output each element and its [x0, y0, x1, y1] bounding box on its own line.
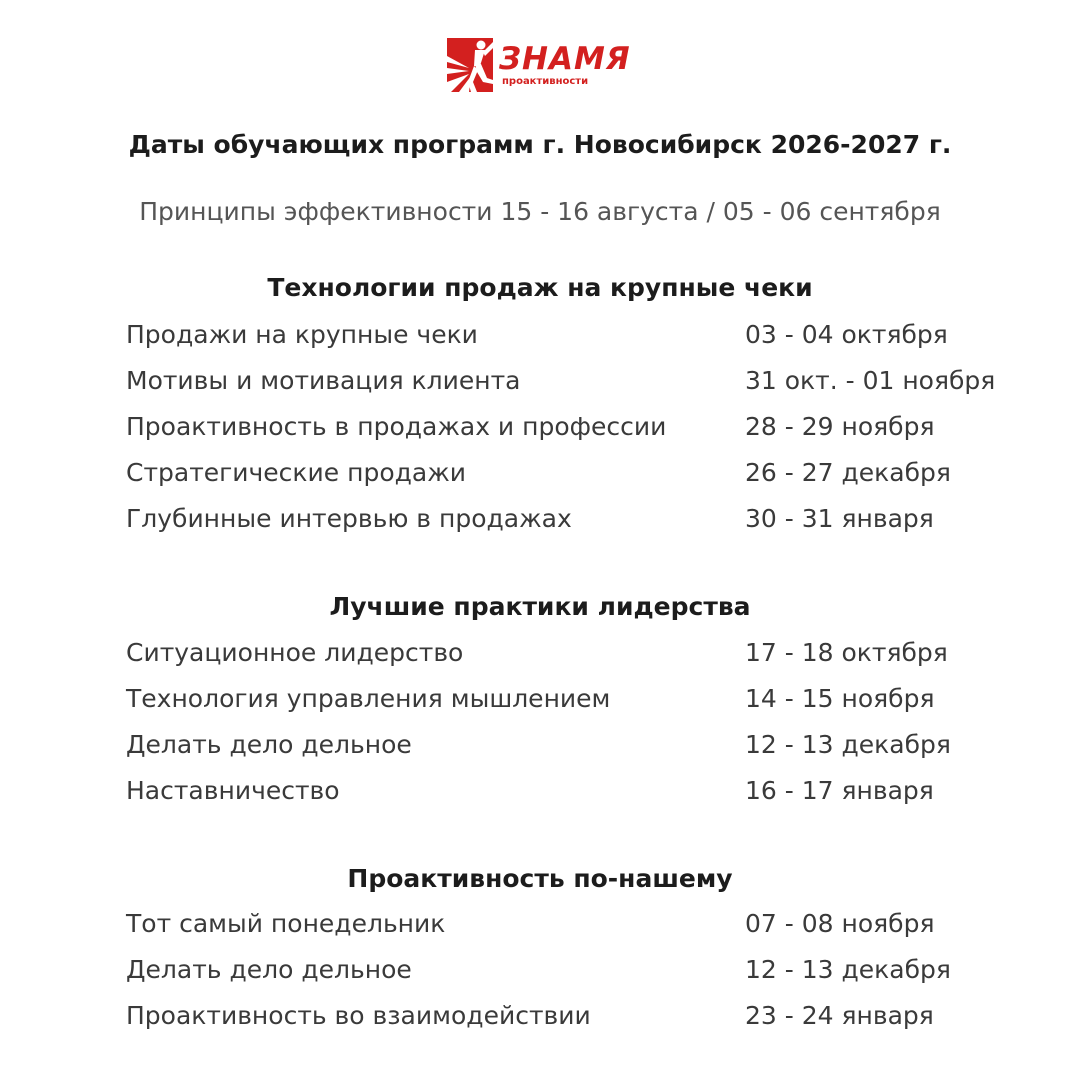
list-item: [0, 410, 1080, 456]
section-title-leadership: Лучшие практики лидерства: [329, 592, 751, 621]
program-name: Наставничество: [126, 776, 340, 805]
program-date: 12 - 13 декабря: [745, 955, 951, 984]
list-item: [0, 953, 1080, 999]
program-name: Делать дело дельное: [126, 730, 412, 759]
page-subtitle: Принципы эффективности 15 - 16 августа / 05 - 06 сентября: [139, 197, 941, 226]
list-item: [0, 682, 1080, 728]
program-date: 14 - 15 ноября: [745, 684, 935, 713]
program-date: 31 окт. - 01 ноября: [745, 366, 996, 395]
list-item: [0, 728, 1080, 774]
runner-flag-icon: [447, 38, 493, 92]
page-title: Даты обучающих программ г. Новосибирск 2026-2027 г.: [128, 130, 952, 159]
logo-tagline: проактивности: [502, 76, 589, 87]
list-item: [0, 907, 1080, 953]
section-list-sales: [0, 318, 1080, 548]
section-title-proactivity: Проактивность по-нашему: [347, 864, 733, 893]
program-name: Стратегические продажи: [126, 458, 466, 487]
section-list-leadership: [0, 636, 1080, 820]
list-item: [0, 318, 1080, 364]
list-item: [0, 456, 1080, 502]
program-date: 03 - 04 октября: [745, 320, 948, 349]
program-date: 16 - 17 января: [745, 776, 934, 805]
list-item: [0, 636, 1080, 682]
program-name: Проактивность в продажах и профессии: [126, 412, 667, 441]
program-date: 07 - 08 ноября: [745, 909, 935, 938]
brand-logo: [447, 38, 637, 94]
program-date: 26 - 27 декабря: [745, 458, 951, 487]
list-item: [0, 364, 1080, 410]
program-name: Делать дело дельное: [126, 955, 412, 984]
section-list-proactivity: [0, 907, 1080, 1045]
program-date: 23 - 24 января: [745, 1001, 934, 1030]
program-date: 30 - 31 января: [745, 504, 934, 533]
list-item: [0, 502, 1080, 548]
section-title-sales: Технологии продаж на крупные чеки: [267, 273, 813, 302]
program-date: 28 - 29 ноября: [745, 412, 935, 441]
program-name: Проактивность во взаимодействии: [126, 1001, 591, 1030]
list-item: [0, 774, 1080, 820]
list-item: [0, 999, 1080, 1045]
program-date: 17 - 18 октября: [745, 638, 948, 667]
program-date: 12 - 13 декабря: [745, 730, 951, 759]
program-name: Глубинные интервью в продажах: [126, 504, 572, 533]
program-name: Ситуационное лидерство: [126, 638, 464, 667]
program-name: Технология управления мышлением: [126, 684, 611, 713]
program-name: Тот самый понедельник: [126, 909, 446, 938]
logo-wordmark: ЗНАМЯ: [499, 41, 631, 77]
program-name: Мотивы и мотивация клиента: [126, 366, 521, 395]
program-name: Продажи на крупные чеки: [126, 320, 478, 349]
